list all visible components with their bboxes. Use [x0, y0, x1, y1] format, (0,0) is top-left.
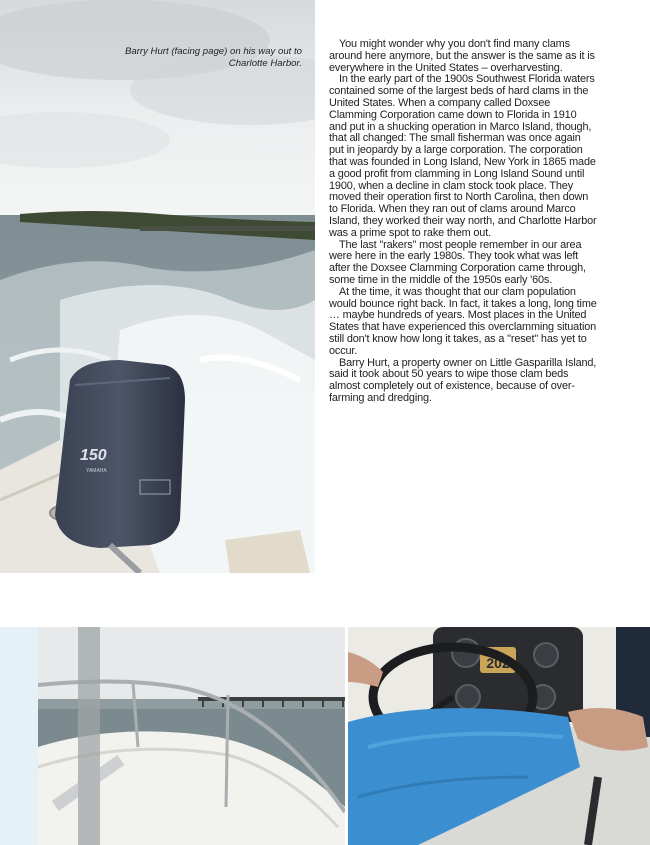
- paragraph: Barry Hurt, a property owner on Little Gasparilla Island, said it took about 50 years to wipe those clam beds almost completely out of existence, because of over-farming and dredging.: [329, 356, 597, 404]
- gauge-number-label: 202: [486, 655, 510, 671]
- paragraph: At the time, it was thought that our clam population would bounce right back. In fact, it takes a long, long time … maybe hundreds of years. Most places in the United States that have experienced this overclamming situation still don't know how long it takes, as a "reset" has yet to occur.: [329, 285, 597, 357]
- motor-brand-label: YAMAHA: [86, 468, 107, 474]
- article-body: [329, 39, 597, 405]
- boat-bow-photo: [38, 627, 345, 845]
- accent-band: [0, 627, 38, 845]
- paragraph: In the early part of the 1900s Southwest Florida waters contained some of the largest beds of hard clams in the United States. When a company called Doxsee Clamming Corporation came down to Florida in 1910 and put in a shucking operation in Marco Island, though, that all changed: The small fisherman was once again put in jeopardy by a large corporation. The corporation that was founded in Long Island, New York in 1865 made a good profit from clamming in Long Island Sound until 1900, when a decline in clam stock took place. They moved their operation first to North Carolina, then down to Florida. When they ran out of clams around Marco Island, they worked their way north, and Charlotte Harbor was a prime spot to rake them out.: [329, 73, 597, 239]
- motor-number-label: 150: [80, 447, 107, 464]
- paragraph: The last "rakers" most people remember in our area were here in the early 1980s. They took what was left after the Doxsee Clamming Corporation came through, some time in the middle of the 1950s early '60s.: [329, 238, 586, 286]
- boat-wake-photo: [0, 0, 315, 573]
- steering-wheel-photo: [348, 627, 650, 845]
- photo-caption: Barry Hurt (facing page) on his way out to Charlotte Harbor.: [124, 46, 302, 69]
- paragraph: You might wonder why you don't find many clams around here anymore, but the answer is the same as it is everywhere in the United States – overharvesting.: [329, 38, 595, 74]
